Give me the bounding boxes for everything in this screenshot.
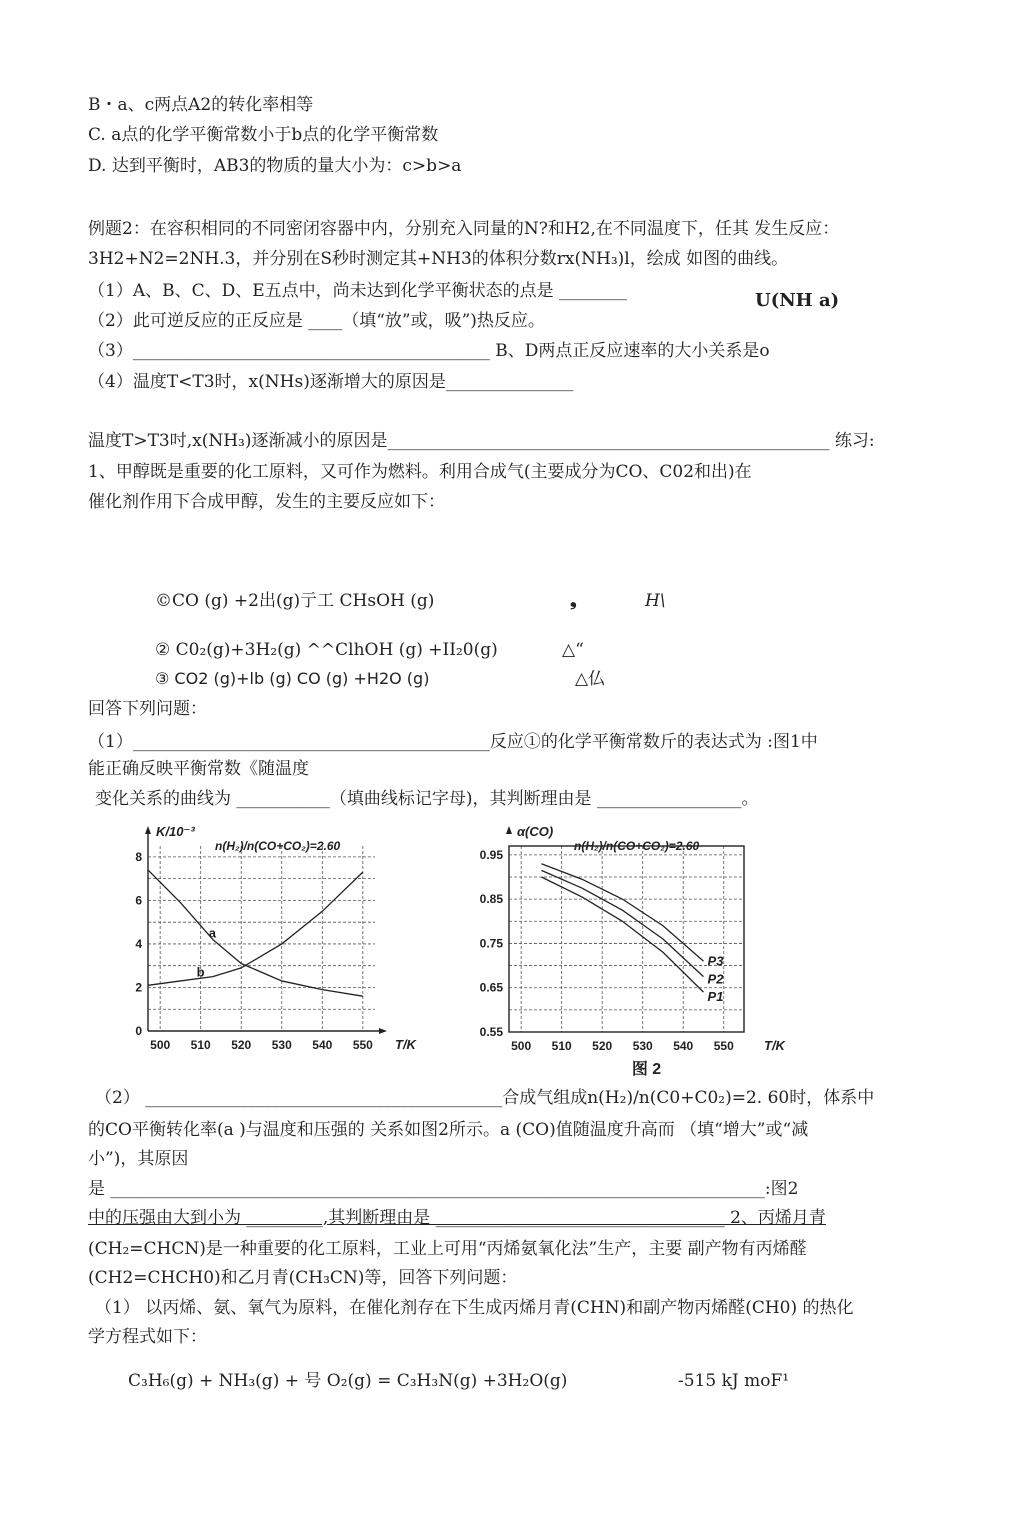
reaction-2: ② C0₂(g)+3H₂(g) ^^ClhOH (g) +II₂0(g): [155, 640, 498, 660]
y-tick-label: 0: [135, 1024, 142, 1038]
exercise1-intro-2: 催化剂作用下合成甲醇，发生的主要反应如下：: [88, 492, 445, 512]
series-line-p2: [541, 870, 703, 976]
y-tick-label: 0.85: [479, 892, 503, 907]
y-tick-label: 8: [135, 849, 142, 864]
y-tick-label: 0.75: [479, 936, 503, 951]
figure-caption: 图 2: [631, 1061, 662, 1078]
option-c: C. a点的化学平衡常数小于b点的化学平衡常数: [88, 125, 439, 145]
option-b: B・a、c两点A2的转化率相等: [88, 95, 314, 115]
series-line-b: [148, 872, 363, 985]
y-tick-label: 0.65: [479, 980, 503, 995]
x-tick-label: 500: [511, 1039, 532, 1053]
y-tick-label: 4: [135, 936, 142, 951]
x-tick-label: 510: [190, 1038, 211, 1052]
reaction-2-dh: △“: [562, 640, 584, 660]
plot-frame: [509, 846, 744, 1032]
series-line-a: [148, 870, 363, 996]
exercise1-q2-b: 的CO平衡转化率(a )与温度和压强的 关系如图2所示。a (CO)值随温度升高而 （填“增大”或“减: [88, 1120, 809, 1140]
option-d: D. 达到平衡时，AB3的物质的量大小为：c>b>a: [88, 156, 462, 176]
x-axis-title: T/K: [764, 1038, 785, 1053]
x-tick-label: 510: [551, 1039, 572, 1053]
example2-q1: （1）A、B、C、D、E五点中，尚未达到化学平衡状态的点是 ________: [88, 281, 628, 301]
chart-subtitle: n(H₂)/n(CO+CO₂)=2.60: [215, 839, 341, 853]
exercise1-q2-d: 是 _____________________________________________________________________________:图2: [88, 1179, 799, 1199]
x-tick-label: 520: [231, 1038, 252, 1052]
y-tick-label: 0.95: [479, 847, 503, 862]
y-tick-label: 6: [135, 893, 142, 908]
x-tick-label: 530: [271, 1038, 292, 1052]
y-axis-title: α(CO): [517, 824, 554, 839]
exercise2-q1: （1） 以丙烯、氨、氧气为原料，在催化剂存在下生成丙烯月青(CHN)和副产物丙烯醛(CH0) 的热化: [95, 1298, 854, 1318]
x-tick-label: 530: [632, 1039, 653, 1053]
example2-reaction: 3H2+N2=2NH.3，并分别在S秒时测定其+NH3的体积分数rx(NH₃)l，绘成 如图的曲线。: [88, 249, 789, 269]
example2-q4: （4）温度T<T3时，x(NHs)逐渐增大的原因是_______________: [88, 372, 574, 392]
answer-heading: 回答下列问题：: [88, 699, 207, 719]
reaction-1: ©CO (g) +2出(g)亍工 CHsOH (g): [155, 591, 435, 611]
reaction-3: ③ CO2 (g)+lb (g) CO (g) +H2O (g): [155, 669, 430, 688]
exercise1-q2-e: 中的压强由大到小为 _________,其判断理由是 __________________________________ 2、丙烯月青: [88, 1208, 826, 1228]
series-label-p1: P1: [707, 989, 724, 1004]
series-line-p3: [541, 864, 703, 961]
exercise2-equation: C₃H₆(g) + NH₃(g) + 号 O₂(g) = C₃H₃N(g) +3H₂O(g): [128, 1371, 568, 1391]
figure-1-k-vs-t: [120, 824, 416, 1058]
series-line-p1: [541, 877, 703, 992]
exercise2-q1-b: 学方程式如下：: [88, 1327, 207, 1347]
series-label-p3: P3: [707, 953, 724, 969]
chart-subtitle: n(H₂)/n(CO+CO₂)=2.60: [574, 839, 700, 853]
x-tick-label: 550: [713, 1039, 734, 1053]
exercise1-intro: 1、甲醇既是重要的化工原料，又可作为燃料。利用合成气(主要成分为CO、C02和出)在: [88, 462, 752, 482]
reaction-1-dh: H\: [645, 591, 666, 611]
y-axis-arrow: [506, 826, 512, 834]
x-tick-label: 520: [592, 1039, 613, 1053]
exercise2-intro: (CH₂=CHCN)是一种重要的化工原料，工业上可用“丙烯氨氧化法”生产，主要 副产物有丙烯醛: [88, 1239, 807, 1259]
reaction-1-mark: ❟: [570, 591, 577, 611]
reaction-3-dh: △仏: [575, 669, 606, 689]
exercise2-enthalpy: -515 kJ moF¹: [678, 1371, 790, 1391]
x-tick-label: 550: [352, 1038, 373, 1052]
figure-2-alpha-vs-t: [462, 824, 785, 1088]
axis-label-fragment: U(NH a): [755, 290, 840, 311]
exercise2-intro-2: (CH2=CHCH0)和乙月青(CH₃CN)等，回答下列问题：: [88, 1268, 518, 1288]
example2-q2: （2）此可逆反应的正反应是 ____（填“放”或，吸”)热反应。: [88, 311, 545, 331]
exercise1-q1-c: 变化关系的曲线为 ___________（填曲线标记字母)，其判断理由是 _________________。: [95, 789, 759, 809]
example2-q3: （3）__________________________________________ B、D两点正反应速率的大小关系是o: [88, 341, 770, 361]
exercise1-q2: （2） __________________________________________合成气组成n(H₂)/n(C0+C0₂)=2. 60时，体系中: [95, 1088, 875, 1108]
y-tick-label: 0.55: [479, 1025, 503, 1039]
y-axis-arrow: [145, 826, 151, 834]
x-tick-label: 500: [150, 1038, 171, 1052]
example2-intro: 例题2：在容积相同的不同密闭容器中内，分别充入同量的N?和H2,在不同温度下，任其 发生反应：: [88, 219, 840, 239]
x-axis-arrow: [379, 1028, 387, 1034]
exercise1-q1-b: 能正确反映平衡常数《随温度: [88, 759, 309, 779]
series-label-p2: P2: [707, 971, 724, 987]
series-label-b: b: [196, 964, 205, 980]
exercise1-q2-c: 小”)，其原因: [88, 1149, 189, 1169]
x-tick-label: 540: [312, 1038, 333, 1052]
y-tick-label: 2: [135, 980, 142, 995]
exercise1-q1: （1）__________________________________________反应①的化学平衡常数斤的表达式为 :图1中: [88, 732, 818, 752]
y-axis-title: K/10⁻³: [156, 824, 195, 839]
series-label-a: a: [208, 925, 217, 941]
x-axis-title: T/K: [395, 1037, 416, 1052]
x-tick-label: 540: [673, 1039, 694, 1053]
example2-q4b: 温度T>T3吋,x(NH₃)逐渐减小的原因是____________________________________________________ 练习:: [88, 431, 875, 451]
